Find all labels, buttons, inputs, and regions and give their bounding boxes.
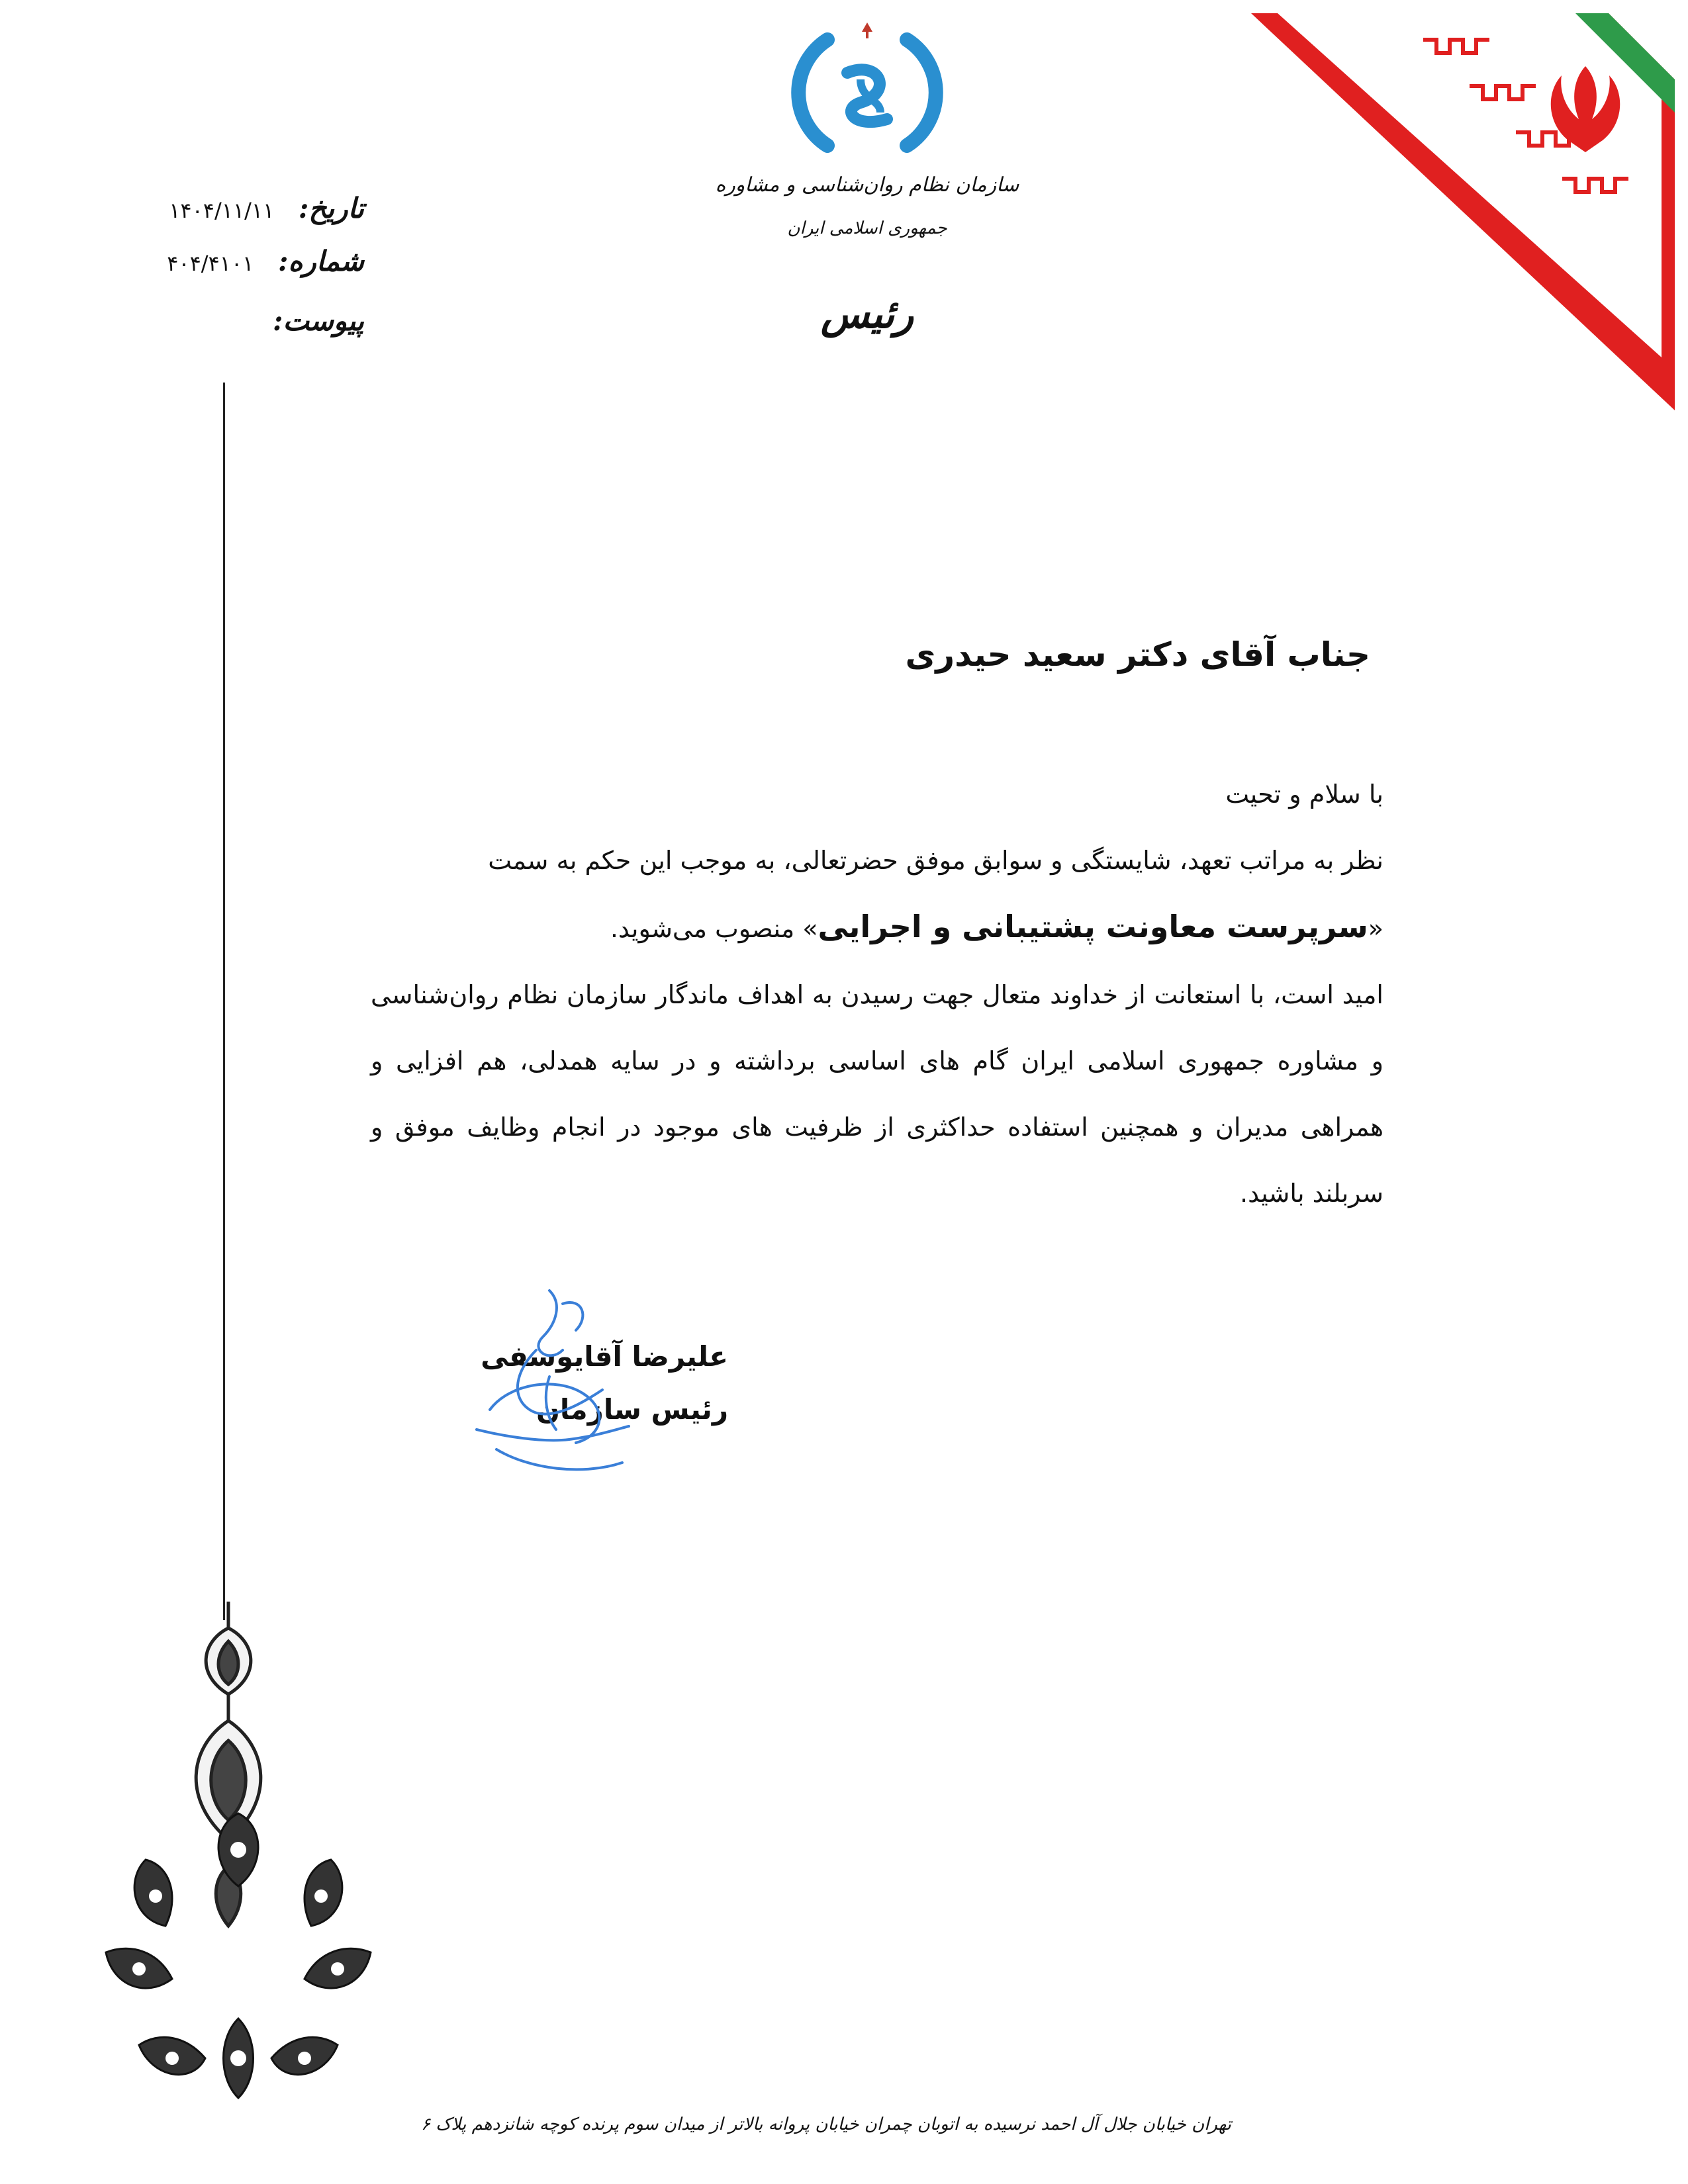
appointment-close-quote: » bbox=[802, 914, 818, 943]
office-label: رئیس bbox=[820, 291, 914, 338]
org-logo-icon bbox=[781, 20, 953, 165]
recipient: جناب آقای دکتر سعید حیدری bbox=[905, 635, 1370, 674]
appointment-line bbox=[371, 893, 1383, 962]
handwritten-signature bbox=[450, 1277, 649, 1489]
signatory-title: رئیس سازمان bbox=[536, 1393, 728, 1426]
iran-flag-emblem-icon bbox=[1251, 13, 1675, 410]
date-value: ۱۴۰۴/۱۱/۱۱ bbox=[169, 198, 275, 223]
persian-ornament-icon bbox=[93, 1800, 384, 2105]
appointment-suffix: منصوب می‌شوید. bbox=[610, 914, 803, 943]
signatory-name: علیرضا آقایوسفی bbox=[481, 1340, 728, 1373]
meta-date bbox=[159, 192, 364, 224]
org-name: سازمان نظام روان‌شناسی و مشاوره bbox=[715, 173, 1019, 197]
intro-paragraph: نظر به مراتب تعهد، شایستگی و سوابق موفق حضرتعالی، به موجب این حکم به سمت bbox=[488, 846, 1383, 875]
vertical-rule bbox=[223, 383, 225, 1620]
letter-body bbox=[371, 761, 1383, 1226]
meta-number bbox=[159, 245, 364, 277]
attachment-label: پیوست: bbox=[273, 304, 364, 337]
appointment-title: سرپرست معاونت پشتیبانی و اجرایی bbox=[818, 909, 1368, 944]
number-label: شماره: bbox=[277, 245, 364, 277]
closing-paragraph: امید است، با استعانت از خداوند متعال جهت رسیدن به اهداف ماندگار سازمان نظام روان‌شناسی و مشاوره جمهوری اسلامی ایران گام های اساسی برداشته و در سایه همدلی، هم افزایی و همراهی مدیران و همچنین استفاده حداکثری از ظرفیت های موجود در انجام وظایف موفق و سربلند باشید. bbox=[371, 980, 1383, 1208]
footer-address: تهران خیابان جلال آل احمد نرسیده به اتوبان چمران خیابان پروانه بالاتر از میدان سوم پرنده کوچه شانزدهم پلاک ۶ bbox=[421, 2115, 1231, 2134]
date-label: تاریخ: bbox=[298, 192, 364, 224]
appointment-open-quote: « bbox=[1368, 914, 1383, 943]
meta-attachment bbox=[159, 304, 364, 337]
greeting: با سلام و تحیت bbox=[1225, 780, 1383, 809]
number-value: ۴۰۴/۴۱۰۱ bbox=[167, 251, 254, 276]
org-country: جمهوری اسلامی ایران bbox=[787, 218, 947, 238]
